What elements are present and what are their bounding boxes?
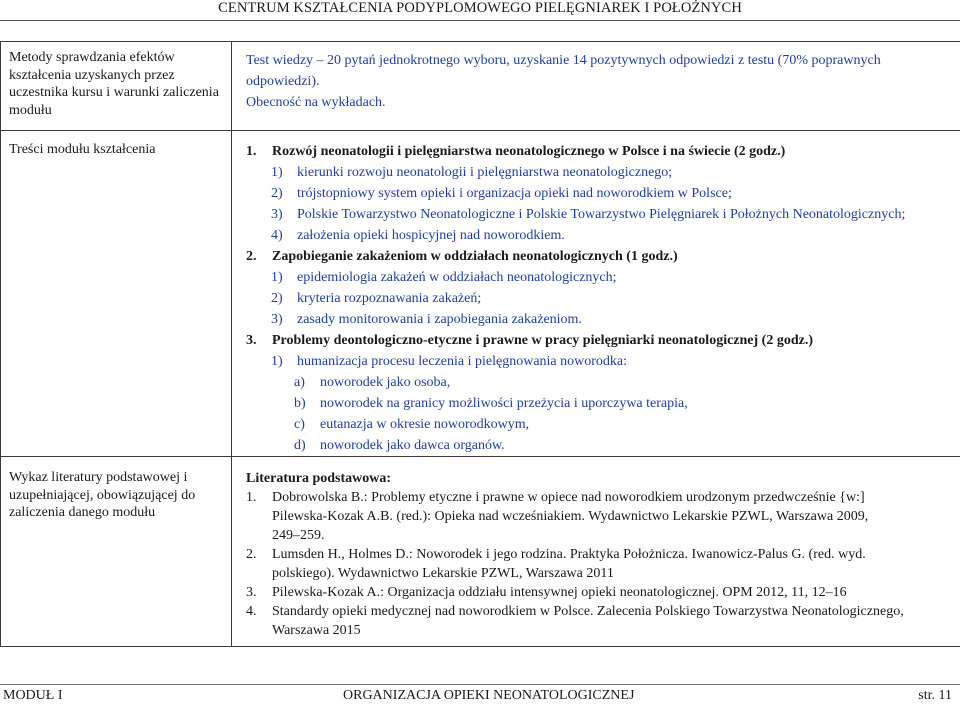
footer-module: MODUŁ I	[3, 688, 63, 703]
literature-item-2-line2: polskiego). Wydawnictwo Lekarskie PZWL, Warszawa 2011	[272, 566, 614, 581]
page-header: CENTRUM KSZTAŁCENIA PODYPLOMOWEGO PIELĘGNIAREK I POŁOŻNYCH	[218, 0, 742, 16]
section-1-item-4: 4) założenia opieki hospicyjnej nad noworodkiem.	[271, 228, 565, 243]
methods-label-cell	[1, 42, 232, 131]
section-1-item-3: 3) Polskie Towarzystwo Neonatologiczne i Polskie Towarzystwo Pielęgniarek i Położnych Neonatologicznych;	[271, 207, 906, 222]
literature-item-2: 2. Lumsden H., Holmes D.: Noworodek i jego rodzina. Praktyka Położnicza. Iwanowicz-Palus G. (red. wyd.	[246, 547, 866, 562]
section-3-title: 3. Problemy deontologiczno-etyczne i prawne w pracy pielęgniarki neonatologicznej (2 godz.)	[246, 333, 813, 348]
module-table	[0, 41, 960, 647]
page-footer	[0, 686, 960, 705]
table-row-literature	[1, 457, 960, 647]
literature-item-3: 3. Pilewska-Kozak A.: Organizacja oddziału intensywnej opieki neonatologicznej. OPM 2012, 11, 12–16	[246, 585, 847, 600]
methods-line-2: Obecność na wykładach.	[246, 95, 386, 110]
section-2-title: 2. Zapobieganie zakażeniom w oddziałach neonatologicznych (1 godz.)	[246, 249, 678, 264]
section-2-item-2: 2) kryteria rozpoznawania zakażeń;	[271, 291, 482, 306]
section-1-title: 1. Rozwój neonatologii i pielęgniarstwa neonatologicznego w Polsce i na świecie (2 godz.)	[246, 144, 786, 159]
literature-item-4: 4. Standardy opieki medycznej nad noworodkiem w Polsce. Zalecenia Polskiego Towarzystwa Neonatologicznego,	[246, 604, 904, 619]
literature-label: Wykaz literatury podstawowej i uzupełniającej, obowiązującej do zaliczenia danego modułu	[9, 470, 196, 520]
contents-label: Treści modułu kształcenia	[9, 142, 156, 157]
literature-item-1-line2: Pilewska-Kozak A.B. (red.): Opieka nad wcześniakiem. Wydawnictwo Lekarskie PZWL, Warszawa 2009,	[272, 509, 869, 524]
contents-label-cell	[1, 131, 232, 457]
section-3-item-1: 1) humanizacja procesu leczenia i pielęgnowania noworodka:	[271, 354, 628, 369]
methods-label: Metody sprawdzania efektów kształcenia uzyskanych przez uczestnika kursu i warunki zaliczenia modułu	[9, 50, 219, 118]
contents-cell	[232, 131, 960, 457]
methods-content-cell	[232, 42, 960, 131]
header-divider	[0, 20, 960, 21]
section-1-item-1: 1) kierunki rozwoju neonatologii i pielęgniarstwa neonatologicznego;	[271, 165, 673, 180]
literature-item-1: 1. Dobrowolska B.: Problemy etyczne i prawne w opiece nad noworodkiem urodzonym przedwcześnie {w:]	[246, 490, 865, 505]
literature-label-cell	[1, 457, 232, 647]
literature-item-1-line3: 249–259.	[272, 528, 325, 543]
section-3-subitem-b: b) noworodek na granicy możliwości przeżycia i uporczywa terapia,	[294, 396, 688, 411]
methods-line-1: Test wiedzy – 20 pytań jednokrotnego wyboru, uzyskanie 14 pozytywnych odpowiedzi z testu (70% poprawnych odpowiedzi).	[246, 53, 881, 89]
literature-item-4-line2: Warszawa 2015	[272, 623, 361, 638]
section-3-subitem-d: d) noworodek jako dawca organów.	[294, 438, 505, 453]
footer-divider	[0, 684, 960, 685]
footer-title: ORGANIZACJA OPIEKI NEONATOLOGICZNEJ	[343, 688, 635, 703]
table-row-methods	[1, 42, 960, 131]
section-2-item-3: 3) zasady monitorowania i zapobiegania zakażeniom.	[271, 312, 582, 327]
footer-page-number: str. 11	[918, 688, 952, 703]
section-3-subitem-c: c) eutanazja w okresie noworodkowym,	[294, 417, 530, 432]
table-row-contents	[1, 131, 960, 457]
section-1-item-2: 2) trójstopniowy system opieki i organizacja opieki nad noworodkiem w Polsce;	[271, 186, 732, 201]
literature-cell	[232, 457, 960, 647]
section-2-item-1: 1) epidemiologia zakażeń w oddziałach neonatologicznych;	[271, 270, 617, 285]
section-3-subitem-a: a) noworodek jako osoba,	[294, 375, 451, 390]
literature-heading: Literatura podstawowa:	[246, 471, 392, 486]
